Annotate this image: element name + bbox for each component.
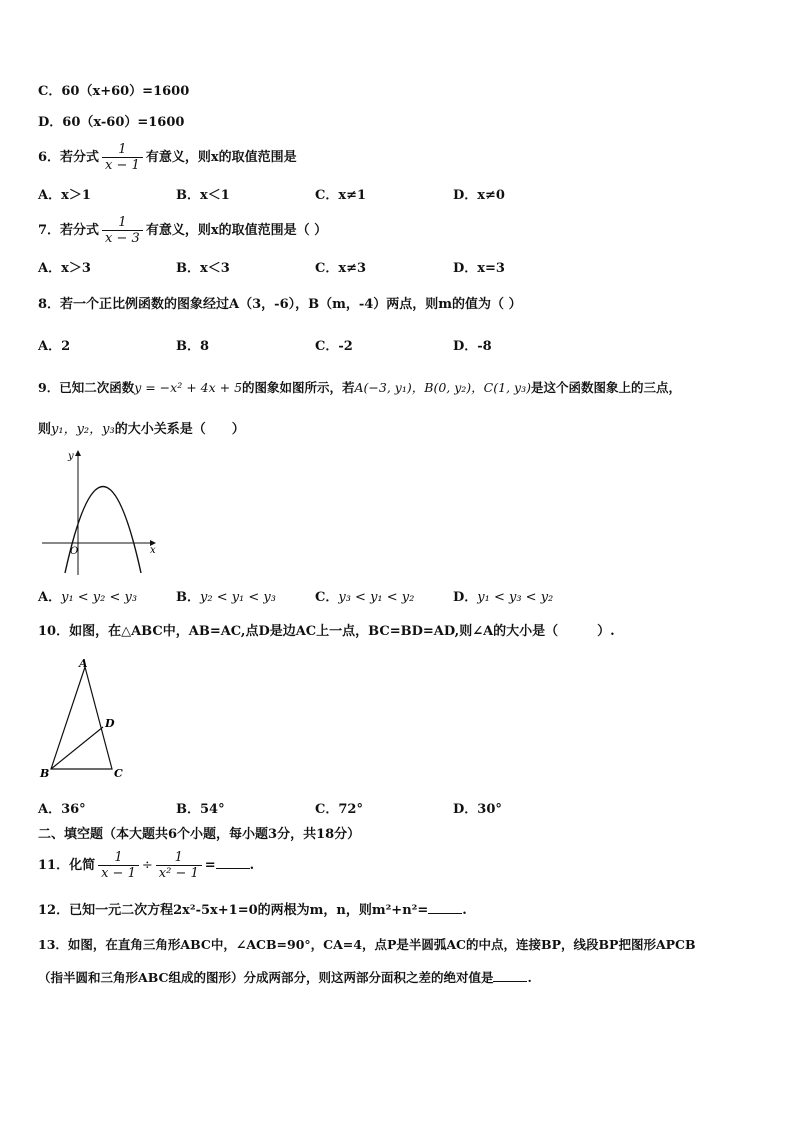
q9-option-c: C．y₃ < y₁ < y₂: [315, 590, 415, 605]
q9-text-e: 的大小关系是（ ）: [114, 422, 245, 437]
q10-option-c: C．72°: [315, 802, 363, 817]
parabola-graph: [38, 445, 168, 580]
question-13-line1: 13．如图，在直角三角形ABC中，∠ACB=90°，CA=4，点P是半圆弧AC的中点，连接BP，线段BP把图形APCB: [38, 937, 696, 952]
label-c: C: [114, 767, 123, 780]
q9-option-a: A．y₁ < y₂ < y₃: [38, 590, 138, 605]
q10-option-b: B．54°: [176, 802, 225, 817]
label-b: B: [40, 767, 50, 780]
question-11: [38, 850, 254, 881]
q9-option-b: B．y₂ < y₁ < y₃: [176, 590, 276, 605]
y-axis-label: y: [68, 451, 74, 462]
q7-numerator: 1: [102, 215, 143, 231]
q7-option-b: B．x＜3: [176, 261, 230, 276]
q7-option-d: D．x=3: [453, 261, 505, 276]
q13-text: （指半圆和三角形ABC组成的图形）分成两部分，则这两部分面积之差的绝对值是: [38, 970, 494, 985]
question-6: [38, 142, 297, 173]
triangle-figure: [38, 655, 138, 780]
q7-denominator: x − 3: [105, 231, 140, 246]
q8-option-c: C．-2: [315, 339, 353, 354]
q7-option-a: A．x＞3: [38, 261, 91, 276]
option-c-q5: C．60（x+60）=1600: [38, 84, 190, 99]
q7-fraction: [102, 215, 143, 246]
q11-prefix: 11．化简: [38, 858, 96, 873]
q6-option-a: A．x＞1: [38, 188, 91, 203]
triangle-abc: [51, 667, 112, 769]
q13-answer-blank[interactable]: [493, 969, 527, 982]
label-a: A: [79, 657, 88, 670]
q6-numerator: 1: [102, 142, 143, 158]
label-d: D: [105, 717, 115, 730]
q9-option-d: D．y₁ < y₃ < y₂: [453, 590, 554, 605]
option-d-q5: D．60（x-60）=1600: [38, 115, 185, 130]
q9-function: y = −x² + 4x + 5: [134, 380, 243, 395]
x-axis-label: x: [150, 545, 156, 556]
q13-end: .: [527, 970, 532, 985]
q12-answer-blank[interactable]: [428, 901, 462, 914]
q6-suffix: 有意义，则x的取值范围是: [145, 150, 297, 165]
q8-option-d: D．-8: [453, 339, 492, 354]
origin-label: O: [70, 546, 79, 557]
q6-option-c: C．x≠1: [315, 188, 367, 203]
q6-fraction: [102, 142, 143, 173]
q10-option-d: D．30°: [453, 802, 502, 817]
q11-equals: =: [204, 858, 216, 873]
q9-text-c: 是这个函数图象上的三点，: [530, 380, 681, 395]
q6-prefix: 6．若分式: [38, 150, 100, 165]
section-fill-in-title: 二、填空题（本大题共6个小题，每小题3分，共18分）: [38, 827, 361, 842]
q11-divide-sign: ÷: [141, 858, 153, 873]
q7-suffix: 有意义，则x的取值范围是（ ）: [145, 223, 328, 238]
question-8: 8．若一个正比例函数的图象经过A（3，-6），B（m，-4）两点，则m的值为（ ）: [38, 297, 522, 312]
q6-denominator: x − 1: [105, 158, 140, 173]
q12-text: 12．已知一元二次方程2x²-5x+1=0的两根为m，n，则m²+n²=: [38, 903, 429, 918]
q11-fraction-2: $\frac{1}{\text{x² − 1}}$: [156, 850, 202, 881]
q9-points: A(−3, y₁)，B(0, y₂)，C(1, y₃): [354, 380, 531, 395]
parabola-curve: [65, 487, 141, 574]
q7-option-c: C．x≠3: [315, 261, 367, 276]
q9-y-values: y₁，y₂，y₃: [51, 422, 115, 437]
q10-option-a: A．36°: [38, 802, 86, 817]
question-7: [38, 215, 327, 246]
q9-text-a: 9．已知二次函数: [38, 380, 135, 395]
question-10: 10．如图，在△ABC中，AB=AC,点D是边AC上一点，BC=BD=AD,则∠A的大小是（ ）.: [38, 624, 615, 639]
y-axis-arrow: [75, 450, 81, 456]
question-13-line2: [38, 969, 532, 986]
q6-option-b: B．x＜1: [176, 188, 230, 203]
q11-fraction-1: $\frac{1}{x - 1}$: [98, 850, 139, 881]
question-9-line2: [38, 422, 245, 438]
question-12: [38, 901, 467, 919]
segment-bd: [51, 727, 103, 769]
q7-prefix: 7．若分式: [38, 223, 100, 238]
q11-answer-blank[interactable]: [216, 856, 250, 869]
q6-option-d: D．x≠0: [453, 188, 505, 203]
question-9-line1: [38, 380, 681, 396]
q12-end: .: [462, 903, 467, 918]
q8-option-b: B．8: [176, 339, 210, 354]
q11-end: .: [249, 858, 255, 873]
q9-text-b: 的图象如图所示，若: [242, 380, 355, 395]
q8-option-a: A．2: [38, 339, 71, 354]
q9-text-d: 则: [38, 422, 52, 437]
